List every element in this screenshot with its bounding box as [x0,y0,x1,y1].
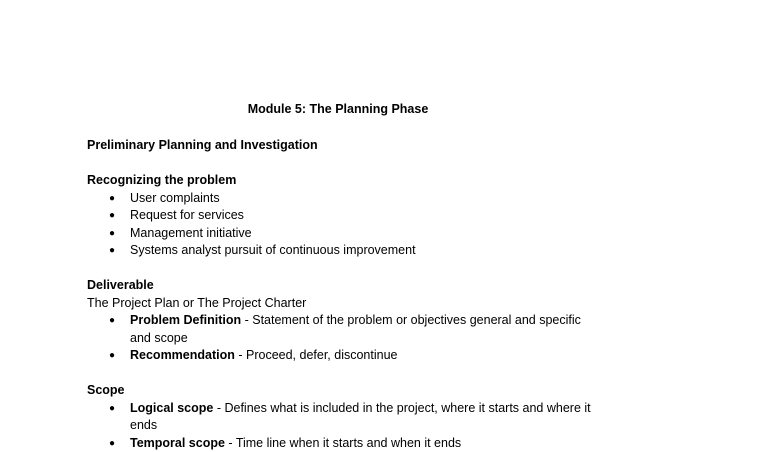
bullet-icon: ● [109,207,115,225]
list-item-description: - Time line when it starts and when it ends [225,436,461,450]
bullet-icon: ● [109,400,115,418]
bullet-icon: ● [109,312,115,330]
list-item-term: Recommendation [130,348,235,362]
list-item-text: Management initiative [130,226,252,240]
list-item [87,400,605,435]
recognizing-problem-heading: Recognizing the problem [87,172,647,190]
list-item [87,225,605,243]
bullet-icon: ● [109,190,115,208]
deliverable-intro: The Project Plan or The Project Charter [87,295,647,313]
bullet-icon: ● [109,225,115,243]
deliverable-section [87,277,647,365]
list-item [87,242,605,260]
list-item [87,312,605,347]
scope-list [87,400,647,452]
recognizing-problem-list [87,190,647,260]
recognizing-problem-section [87,172,647,260]
list-item [87,207,605,225]
bullet-icon: ● [109,435,115,452]
bullet-icon: ● [109,242,115,260]
scope-section [87,382,647,452]
list-item [87,347,605,365]
list-item-term: Temporal scope [130,436,225,450]
document-title: Module 5: The Planning Phase [0,101,676,118]
list-item-text: Request for services [130,208,244,222]
deliverable-list [87,312,647,365]
list-item-text: User complaints [130,191,220,205]
section-heading: Preliminary Planning and Investigation [87,137,647,155]
list-item-term: Logical scope [130,401,213,415]
deliverable-heading: Deliverable [87,277,647,295]
list-item-text: Systems analyst pursuit of continuous improvement [130,243,416,257]
bullet-icon: ● [109,347,115,365]
list-item-description: - Statement of the problem or objectives general and specific and scope [130,313,581,345]
list-item-description: - Proceed, defer, discontinue [235,348,398,362]
list-item-description: - Defines what is included in the project, where it starts and where it ends [130,401,591,433]
list-item-term: Problem Definition [130,313,241,327]
scope-heading: Scope [87,382,647,400]
list-item [87,190,605,208]
list-item [87,435,605,452]
